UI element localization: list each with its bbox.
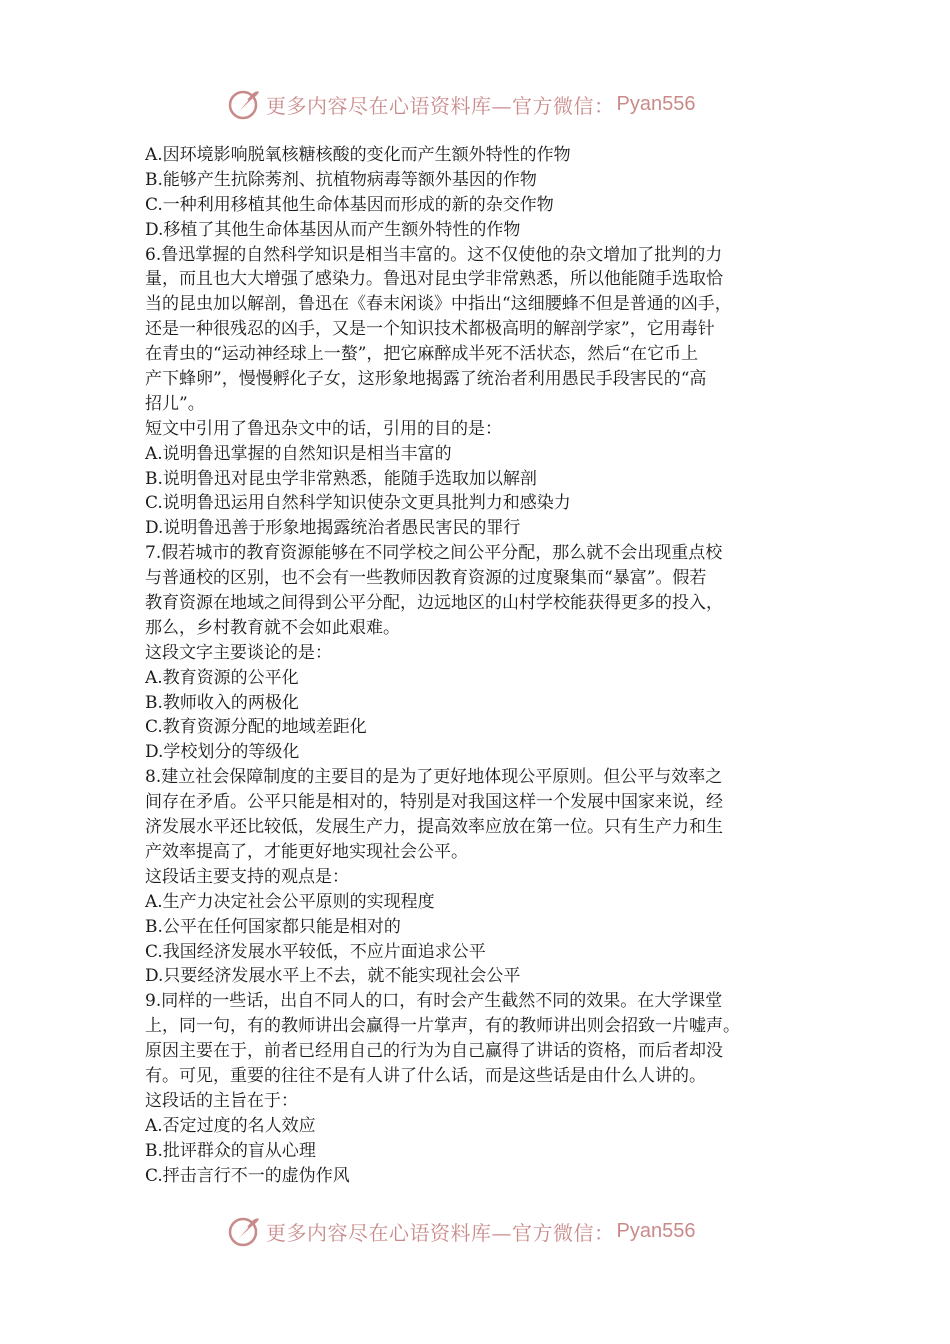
quill-pen-circle-icon [226, 86, 262, 122]
text-line: 上，同一句，有的教师讲出会赢得一片掌声，有的教师讲出则会招致一片嘘声。 [145, 1016, 740, 1037]
text-line: 在青虫的“运动神经球上一螯”，把它麻醉成半死不活状态，然后“在它币上 [145, 344, 699, 365]
text-line: C.我国经济发展水平较低，不应片面追求公平 [145, 941, 486, 962]
text-line: 原因主要在于，前者已经用自己的行为为自己赢得了讲话的资格，而后者却没 [145, 1041, 723, 1062]
footer-wechat-id: Pyan556 [616, 1219, 696, 1242]
text-line: 济发展水平还比较低，发展生产力，提高效率应放在第一位。只有生产力和生 [145, 817, 723, 838]
text-line: B.说明鲁迅对昆虫学非常熟悉，能随手选取加以解剖 [145, 468, 537, 489]
footer-banner-text: 更多内容尽在心语资料库—官方微信： [266, 1220, 615, 1245]
text-line: 那么，乡村教育就不会如此艰难。 [145, 617, 400, 638]
text-line: 与普通校的区别，也不会有一些教师因教育资源的过度聚集而“暴富”。假若 [145, 568, 707, 589]
text-line: 这段话的主旨在于： [145, 1090, 298, 1111]
text-line: 还是一种很残忍的凶手，又是一个知识技术都极高明的解剖学家”，它用毒针 [145, 319, 715, 340]
text-line: B.能够产生抗除莠剂、抗植物病毒等额外基因的作物 [145, 169, 537, 190]
text-line: D.移植了其他生命体基因从而产生额外特性的作物 [145, 219, 521, 240]
text-line: 这段话主要支持的观点是： [145, 866, 349, 887]
text-line: 教育资源在地域之间得到公平分配，边远地区的山村学校能获得更多的投入， [145, 593, 723, 614]
text-line: 9.同样的一些话，出自不同人的口，有时会产生截然不同的效果。在大学课堂 [145, 991, 723, 1012]
text-line: 招儿”。 [145, 393, 205, 414]
document-body [145, 143, 815, 1188]
text-line: 当的昆虫加以解剖，鲁迅在《春末闲谈》中指出“这细腰蜂不但是普通的凶手， [145, 294, 732, 315]
text-line: 6.鲁迅掌握的自然科学知识是相当丰富的。这不仅使他的杂文增加了批判的力 [145, 244, 723, 265]
text-line: 间存在矛盾。公平只能是相对的，特别是对我国这样一个发展中国家来说，经 [145, 792, 723, 813]
text-line: C.一种利用移植其他生命体基因而形成的新的杂交作物 [145, 194, 554, 215]
text-line: B.批评群众的盲从心理 [145, 1140, 316, 1161]
text-line: D.说明鲁迅善于形象地揭露统治者愚民害民的罪行 [145, 518, 521, 539]
text-line: A.教育资源的公平化 [145, 667, 299, 688]
header-wechat-id: Pyan556 [616, 92, 696, 115]
text-line: 有。可见，重要的往往不是有人讲了什么话，而是这些话是由什么人讲的。 [145, 1065, 706, 1086]
header-watermark-banner [226, 84, 695, 124]
text-line: 产效率提高了，才能更好地实现社会公平。 [145, 841, 468, 862]
text-line: B.公平在任何国家都只能是相对的 [145, 916, 401, 937]
text-line: C.抨击言行不一的虚伪作风 [145, 1165, 350, 1186]
text-line: A.生产力决定社会公平原则的实现程度 [145, 891, 435, 912]
text-line: 7.假若城市的教育资源能够在不同学校之间公平分配，那么就不会出现重点校 [145, 543, 723, 564]
text-line: 8.建立社会保障制度的主要目的是为了更好地体现公平原则。但公平与效率之 [145, 767, 723, 788]
footer-watermark-banner [226, 1211, 695, 1251]
text-line: C.说明鲁迅运用自然科学知识使杂文更具批判力和感染力 [145, 493, 571, 514]
text-line: 量，而且也大大增强了感染力。鲁迅对昆虫学非常熟悉，所以他能随手选取恰 [145, 269, 723, 290]
header-banner-text: 更多内容尽在心语资料库—官方微信： [266, 93, 615, 118]
text-line: A.说明鲁迅掌握的自然知识是相当丰富的 [145, 443, 452, 464]
text-line: D.只要经济发展水平上不去，就不能实现社会公平 [145, 966, 521, 987]
text-line: D.学校划分的等级化 [145, 742, 300, 763]
text-line: 产下蜂卵”，慢慢孵化子女，这形象地揭露了统治者利用愚民手段害民的“高 [145, 369, 707, 390]
text-line: A.因环境影响脱氧核糖核酸的变化而产生额外特性的作物 [145, 145, 571, 165]
text-line: 短文中引用了鲁迅杂文中的话，引用的目的是： [145, 418, 502, 439]
text-line: A.否定过度的名人效应 [145, 1115, 316, 1136]
text-line: C.教育资源分配的地域差距化 [145, 717, 367, 738]
text-line: B.教师收入的两极化 [145, 692, 299, 713]
quill-pen-circle-icon [226, 1213, 262, 1249]
text-line: 这段文字主要谈论的是： [145, 642, 332, 663]
